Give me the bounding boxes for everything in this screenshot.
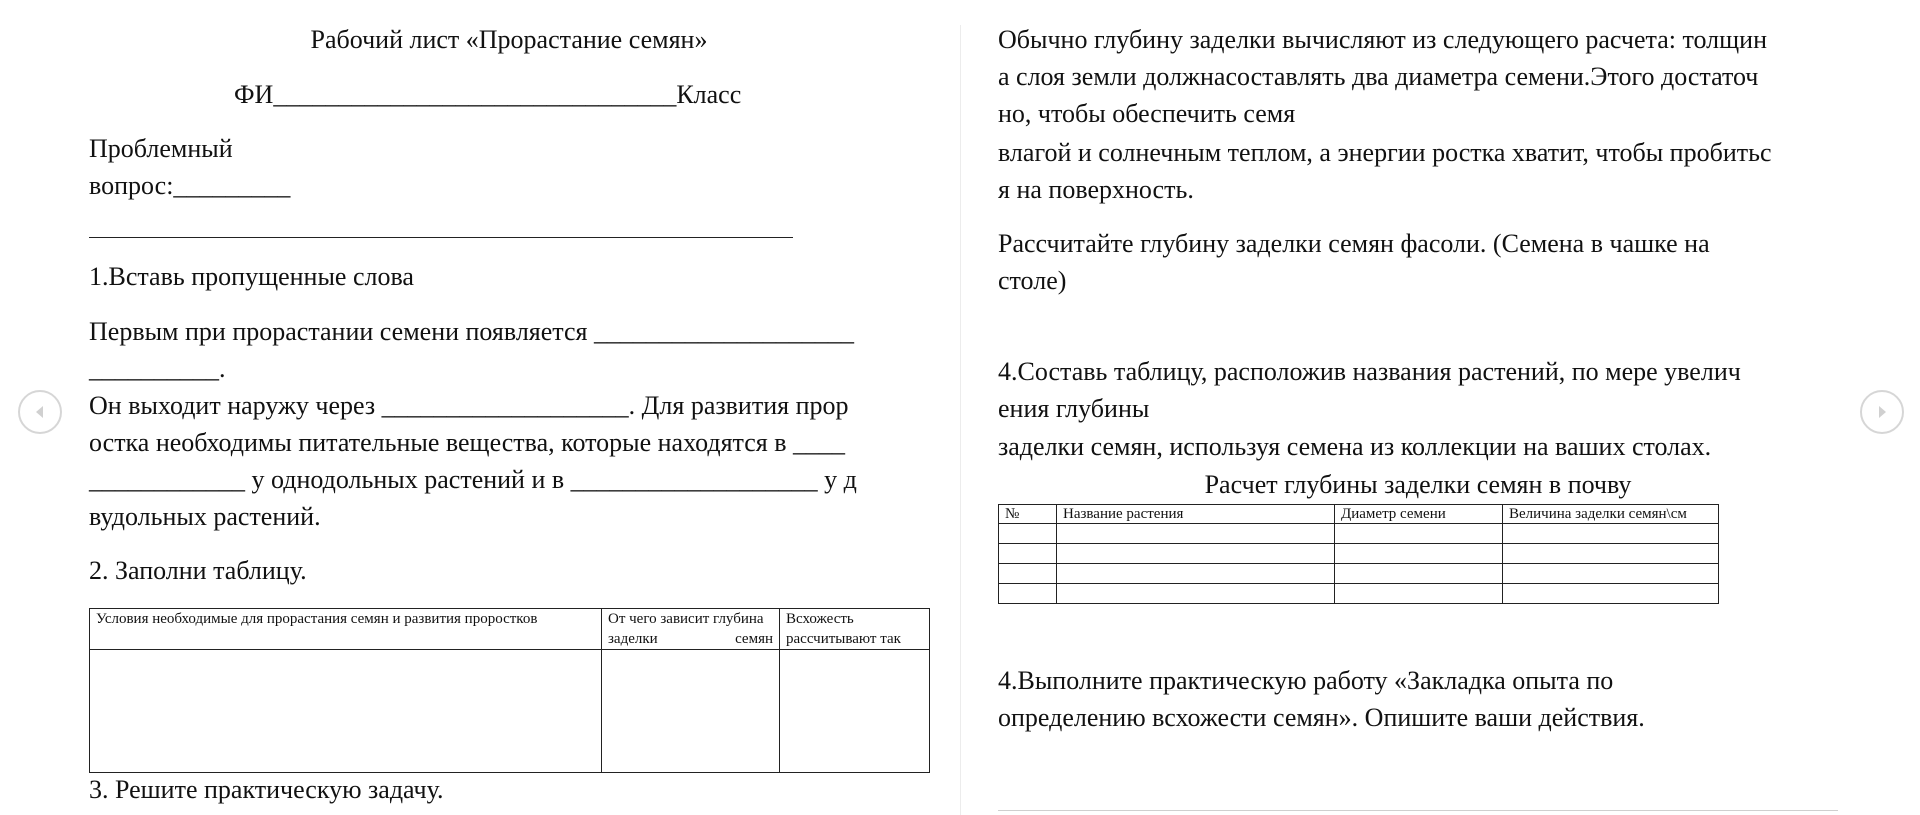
table-cell[interactable] <box>1503 524 1719 544</box>
table-row <box>999 544 1719 564</box>
paragraph-line: но, чтобы обеспечить семя <box>998 99 1296 128</box>
table-header: От чего зависит глубина заделки семян <box>602 609 780 650</box>
table-row <box>999 584 1719 604</box>
table-header: Условия необходимые для прорастания семян и развития проростков <box>90 609 602 650</box>
paragraph-line: столе) <box>998 266 1067 295</box>
table-cell[interactable] <box>1335 544 1503 564</box>
next-page-button[interactable] <box>1860 390 1904 434</box>
table-cell[interactable] <box>780 650 930 773</box>
table-cell[interactable] <box>999 584 1057 604</box>
class-label: Класс <box>676 80 742 109</box>
task1-line: вудольных растений. <box>89 502 321 531</box>
task1-line: Он выходит наружу через ___________________. Для развития прор <box>89 391 849 420</box>
paragraph-line: Рассчитайте глубину заделки семян фасоли. (Семена в чашке на <box>998 229 1710 258</box>
task5-line: 4.Выполните практическую работу «Закладка опыта по <box>998 666 1614 695</box>
table-cell[interactable] <box>1057 564 1335 584</box>
worksheet-title: Рабочий лист «Прорастание семян» <box>310 25 708 54</box>
problem-question: вопрос:_________ <box>89 171 291 200</box>
task4-line: ения глубины <box>998 394 1150 423</box>
name-label: ФИ <box>234 80 274 109</box>
table-cell[interactable] <box>1335 584 1503 604</box>
problem-label: Проблемный <box>89 134 233 163</box>
table-cell[interactable] <box>1057 584 1335 604</box>
table-header: Величина заделки семян\см <box>1503 505 1719 524</box>
previous-page-button[interactable] <box>18 390 62 434</box>
task2-title: 2. Заполни таблицу. <box>89 556 307 585</box>
chevron-right-icon <box>1873 403 1891 421</box>
table-row <box>999 564 1719 584</box>
seed-depth-table <box>998 504 1719 604</box>
task5-line: определению всхожести семян». Опишите ваши действия. <box>998 703 1645 732</box>
table-cell[interactable] <box>1057 544 1335 564</box>
table-cell[interactable] <box>1503 544 1719 564</box>
table-header: Всхожесть рассчитывают так <box>780 609 930 650</box>
table-cell[interactable] <box>602 650 780 773</box>
task4-line: 4.Составь таблицу, расположив названия растений, по мере увелич <box>998 357 1741 386</box>
table-header: Название растения <box>1057 505 1335 524</box>
task3-title: 3. Решите практическую задачу. <box>89 775 444 804</box>
paragraph-line: влагой и солнечным теплом, а энергии ростка хватит, чтобы пробитьс <box>998 138 1772 167</box>
name-blank: _______________________________ <box>273 80 677 109</box>
task1-title: 1.Вставь пропущенные слова <box>89 262 414 291</box>
problem-answer-line <box>89 237 793 238</box>
paragraph-line: я на поверхность. <box>998 175 1194 204</box>
task4-line: заделки семян, используя семена из коллекции на ваших столах. <box>998 432 1712 461</box>
table-header: № <box>999 505 1057 524</box>
conditions-table <box>89 608 930 773</box>
table-cell[interactable] <box>1057 524 1335 544</box>
table-row <box>999 524 1719 544</box>
table-cell[interactable] <box>1335 524 1503 544</box>
page-bottom-rule <box>998 810 1838 811</box>
task1-line: Первым при прорастании семени появляется ____________________ <box>89 317 854 346</box>
page-divider <box>960 25 961 815</box>
table-cell[interactable] <box>1503 584 1719 604</box>
task1-line: ____________ у однодольных растений и в ___________________ у д <box>89 465 857 494</box>
table-cell[interactable] <box>999 524 1057 544</box>
table-cell[interactable] <box>90 650 602 773</box>
table-cell[interactable] <box>1503 564 1719 584</box>
name-field-line <box>234 76 741 113</box>
table-cell[interactable] <box>1335 564 1503 584</box>
table-title: Расчет глубины заделки семян в почву <box>1204 470 1632 499</box>
table-cell[interactable] <box>999 564 1057 584</box>
table-cell[interactable] <box>999 544 1057 564</box>
paragraph-line: а слоя земли должнасоставлять два диаметра семени.Этого достаточ <box>998 62 1759 91</box>
table-header: Диаметр семени <box>1335 505 1503 524</box>
task1-line: __________. <box>89 354 226 383</box>
paragraph-line: Обычно глубину заделки вычисляют из следующего расчета: толщин <box>998 25 1767 54</box>
task1-line: остка необходимы питательные вещества, которые находятся в ____ <box>89 428 845 457</box>
chevron-left-icon <box>31 403 49 421</box>
